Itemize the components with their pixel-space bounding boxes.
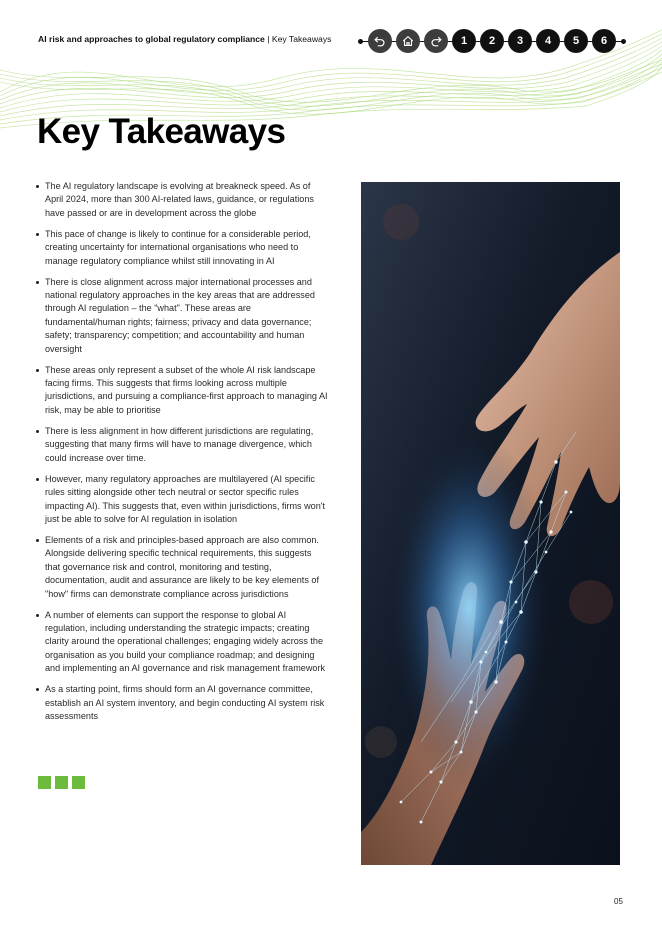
- page-navigation: [358, 28, 626, 54]
- takeaway-item: A number of elements can support the response to global AI regulation, including understanding the strategic impacts; creating clarity around the operational challenges; engaging widely across the organisation as you build your compliance roadmap; and designing and implementing an AI governance and risk management framework: [36, 609, 328, 676]
- takeaway-item: Elements of a risk and principles-based approach are also common. Alongside delivering specific technical requirements, this suggests that governance risk and control, monitoring and testing, documentation, audit and assurance are likely to be key elements of "how" firms can demonstrate compliance across jurisdictions: [36, 534, 328, 601]
- takeaway-item: There is less alignment in how different jurisdictions are regulating, suggesting that many firms will have to manage divergence, which could increase over time.: [36, 425, 328, 465]
- page-link-2[interactable]: 2: [480, 29, 504, 53]
- takeaway-item: These areas only represent a subset of the whole AI risk landscape facing firms. This suggests that firms looking across multiple jurisdictions, and pursuing a compliance-first approach to managing AI risk, may be able to prioritise: [36, 364, 328, 418]
- green-square: [38, 776, 51, 789]
- green-square: [72, 776, 85, 789]
- green-square: [55, 776, 68, 789]
- back-icon: [373, 34, 387, 48]
- forward-icon: [429, 34, 443, 48]
- takeaways-list: [36, 180, 328, 731]
- takeaway-item: However, many regulatory approaches are multilayered (AI specific rules sitting alongside other tech neutral or sector specific rules impacting AI). This suggests that, even within jurisdictions, firms won't just be able to solve for AI regulation in isolation: [36, 473, 328, 527]
- takeaway-item: This pace of change is likely to continue for a considerable period, creating uncertainty for international organisations who need to manage regulatory compliance whilst still innovating in AI: [36, 228, 328, 268]
- takeaway-item: The AI regulatory landscape is evolving at breakneck speed. As of April 2024, more than 300 AI-related laws, guidance, or regulations have passed or are in development across the globe: [36, 180, 328, 220]
- running-header: [38, 34, 331, 44]
- forward-button[interactable]: [424, 29, 448, 53]
- home-icon: [401, 34, 415, 48]
- document-title: AI risk and approaches to global regulatory compliance: [38, 34, 265, 44]
- page-link-3[interactable]: 3: [508, 29, 532, 53]
- page-link-6[interactable]: 6: [592, 29, 616, 53]
- takeaway-item: There is close alignment across major international processes and national regulatory approaches in the key areas that are addressed through AI regulation – the "what". These areas are fundamental/human rights; fairness; privacy and data governance; safety; transparency; competition; and accountability and human oversight: [36, 276, 328, 356]
- hands-illustration: [361, 182, 620, 865]
- page-title: Key Takeaways: [37, 112, 286, 151]
- home-button[interactable]: [396, 29, 420, 53]
- nav-line-end-dot: [621, 39, 626, 44]
- header-section: Key Takeaways: [271, 34, 332, 44]
- back-button[interactable]: [368, 29, 392, 53]
- header-separator: |: [264, 34, 272, 44]
- hands-ai-network-image: [361, 182, 620, 865]
- decorative-green-squares: [38, 776, 85, 789]
- page-link-4[interactable]: 4: [536, 29, 560, 53]
- page-link-5[interactable]: 5: [564, 29, 588, 53]
- page-link-1[interactable]: 1: [452, 29, 476, 53]
- nav-line-start-dot: [358, 39, 363, 44]
- page-number: 05: [614, 897, 623, 906]
- takeaway-item: As a starting point, firms should form an AI governance committee, establish an AI system inventory, and begin conducting AI system risk assessments: [36, 683, 328, 723]
